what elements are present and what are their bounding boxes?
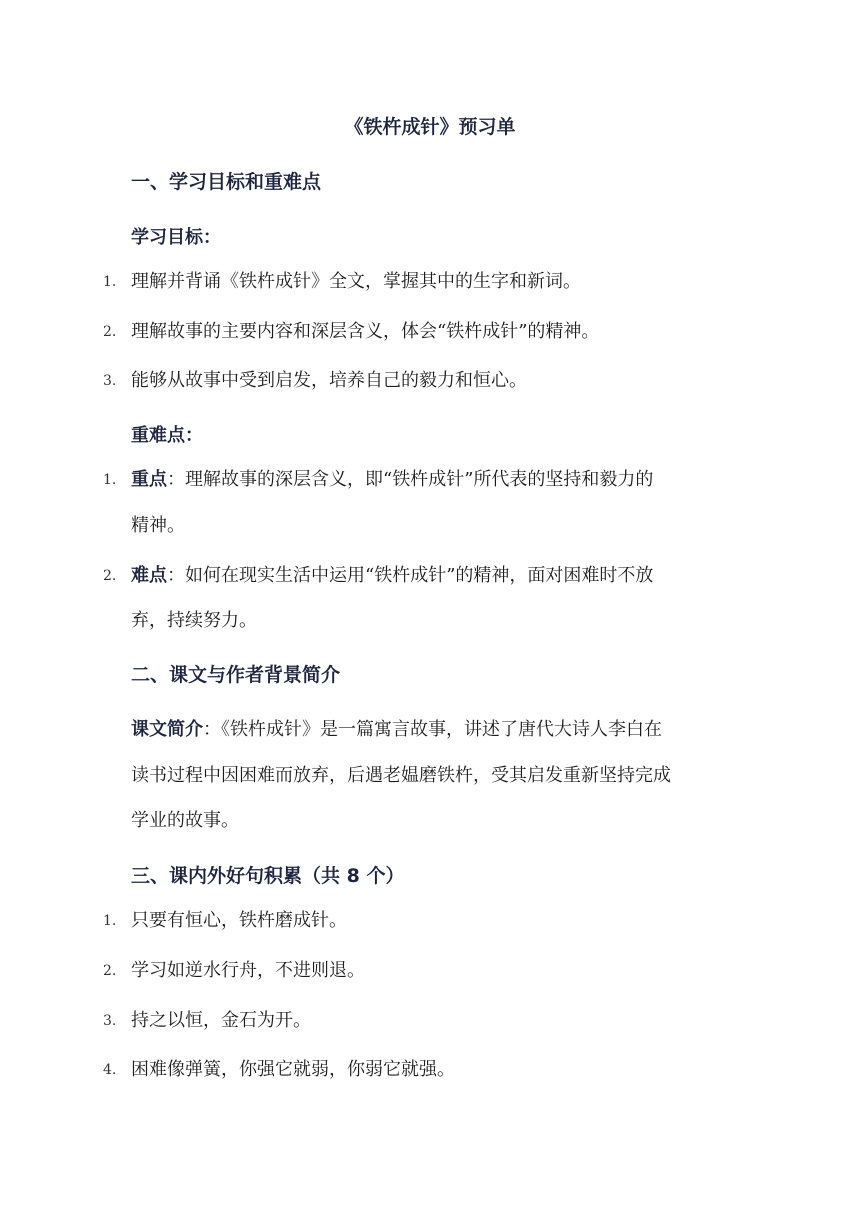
section-heading-background: 二、课文与作者背景简介 bbox=[131, 664, 341, 686]
list-item-text: 理解故事的主要内容和深层含义，体会“铁杵成针”的精神。 bbox=[131, 321, 600, 342]
intro-label: 课文简介 bbox=[131, 719, 203, 740]
list-number: 3. bbox=[103, 373, 117, 389]
key-point-label: 重点 bbox=[131, 469, 167, 490]
list-item-text: 学习如逆水行舟，不进则退。 bbox=[131, 960, 365, 981]
list-item-text: ：如何在现实生活中运用“铁杵成针”的精神，面对困难时不放 bbox=[167, 565, 654, 586]
list-item bbox=[103, 1006, 731, 1036]
key-points-label: 重难点： bbox=[131, 425, 203, 446]
page-title: 《铁杵成针》预习单 bbox=[344, 116, 516, 138]
list-item-text: 能够从故事中受到启发，培养自己的毅力和恒心。 bbox=[131, 370, 527, 391]
section-heading-sentences: 三、课内外好句积累（共 8 个） bbox=[131, 865, 405, 887]
list-item bbox=[103, 561, 731, 591]
list-item-text: 理解并背诵《铁杵成针》全文，掌握其中的生字和新词。 bbox=[131, 271, 581, 292]
intro-text: 读书过程中因困难而放弃，后遇老媪磨铁杵，受其启发重新坚持完成 bbox=[131, 765, 671, 786]
list-item-text: 困难像弹簧，你强它就弱，你弱它就强。 bbox=[131, 1059, 455, 1080]
list-number: 1. bbox=[103, 472, 117, 488]
list-item-text: 只要有恒心，铁杵磨成针。 bbox=[131, 910, 347, 931]
list-item bbox=[103, 366, 731, 396]
list-item bbox=[103, 906, 731, 936]
list-item bbox=[103, 317, 731, 347]
list-item bbox=[103, 956, 731, 986]
intro-paragraph bbox=[131, 715, 731, 745]
list-number: 2. bbox=[103, 963, 117, 979]
section-heading-goals: 一、学习目标和重难点 bbox=[131, 171, 322, 193]
intro-text: 学业的故事。 bbox=[131, 810, 239, 831]
list-number: 1. bbox=[103, 274, 117, 290]
list-item bbox=[103, 465, 731, 495]
list-number: 3. bbox=[103, 1013, 117, 1029]
intro-text: ：《铁杵成针》是一篇寓言故事，讲述了唐代大诗人李白在 bbox=[203, 719, 662, 740]
list-item-continuation: 弃，持续努力。 bbox=[131, 610, 257, 631]
list-number: 4. bbox=[103, 1062, 117, 1078]
list-item-continuation: 精神。 bbox=[131, 515, 185, 536]
list-item-text: ：理解故事的深层含义，即“铁杵成针”所代表的坚持和毅力的 bbox=[167, 469, 654, 490]
list-item bbox=[103, 1055, 731, 1085]
key-point-label: 难点 bbox=[131, 565, 167, 586]
list-item bbox=[103, 267, 731, 297]
list-item-text: 持之以恒，金石为开。 bbox=[131, 1010, 311, 1031]
list-number: 2. bbox=[103, 324, 117, 340]
list-number: 1. bbox=[103, 913, 117, 929]
list-number: 2. bbox=[103, 568, 117, 584]
goals-label: 学习目标： bbox=[131, 227, 221, 248]
